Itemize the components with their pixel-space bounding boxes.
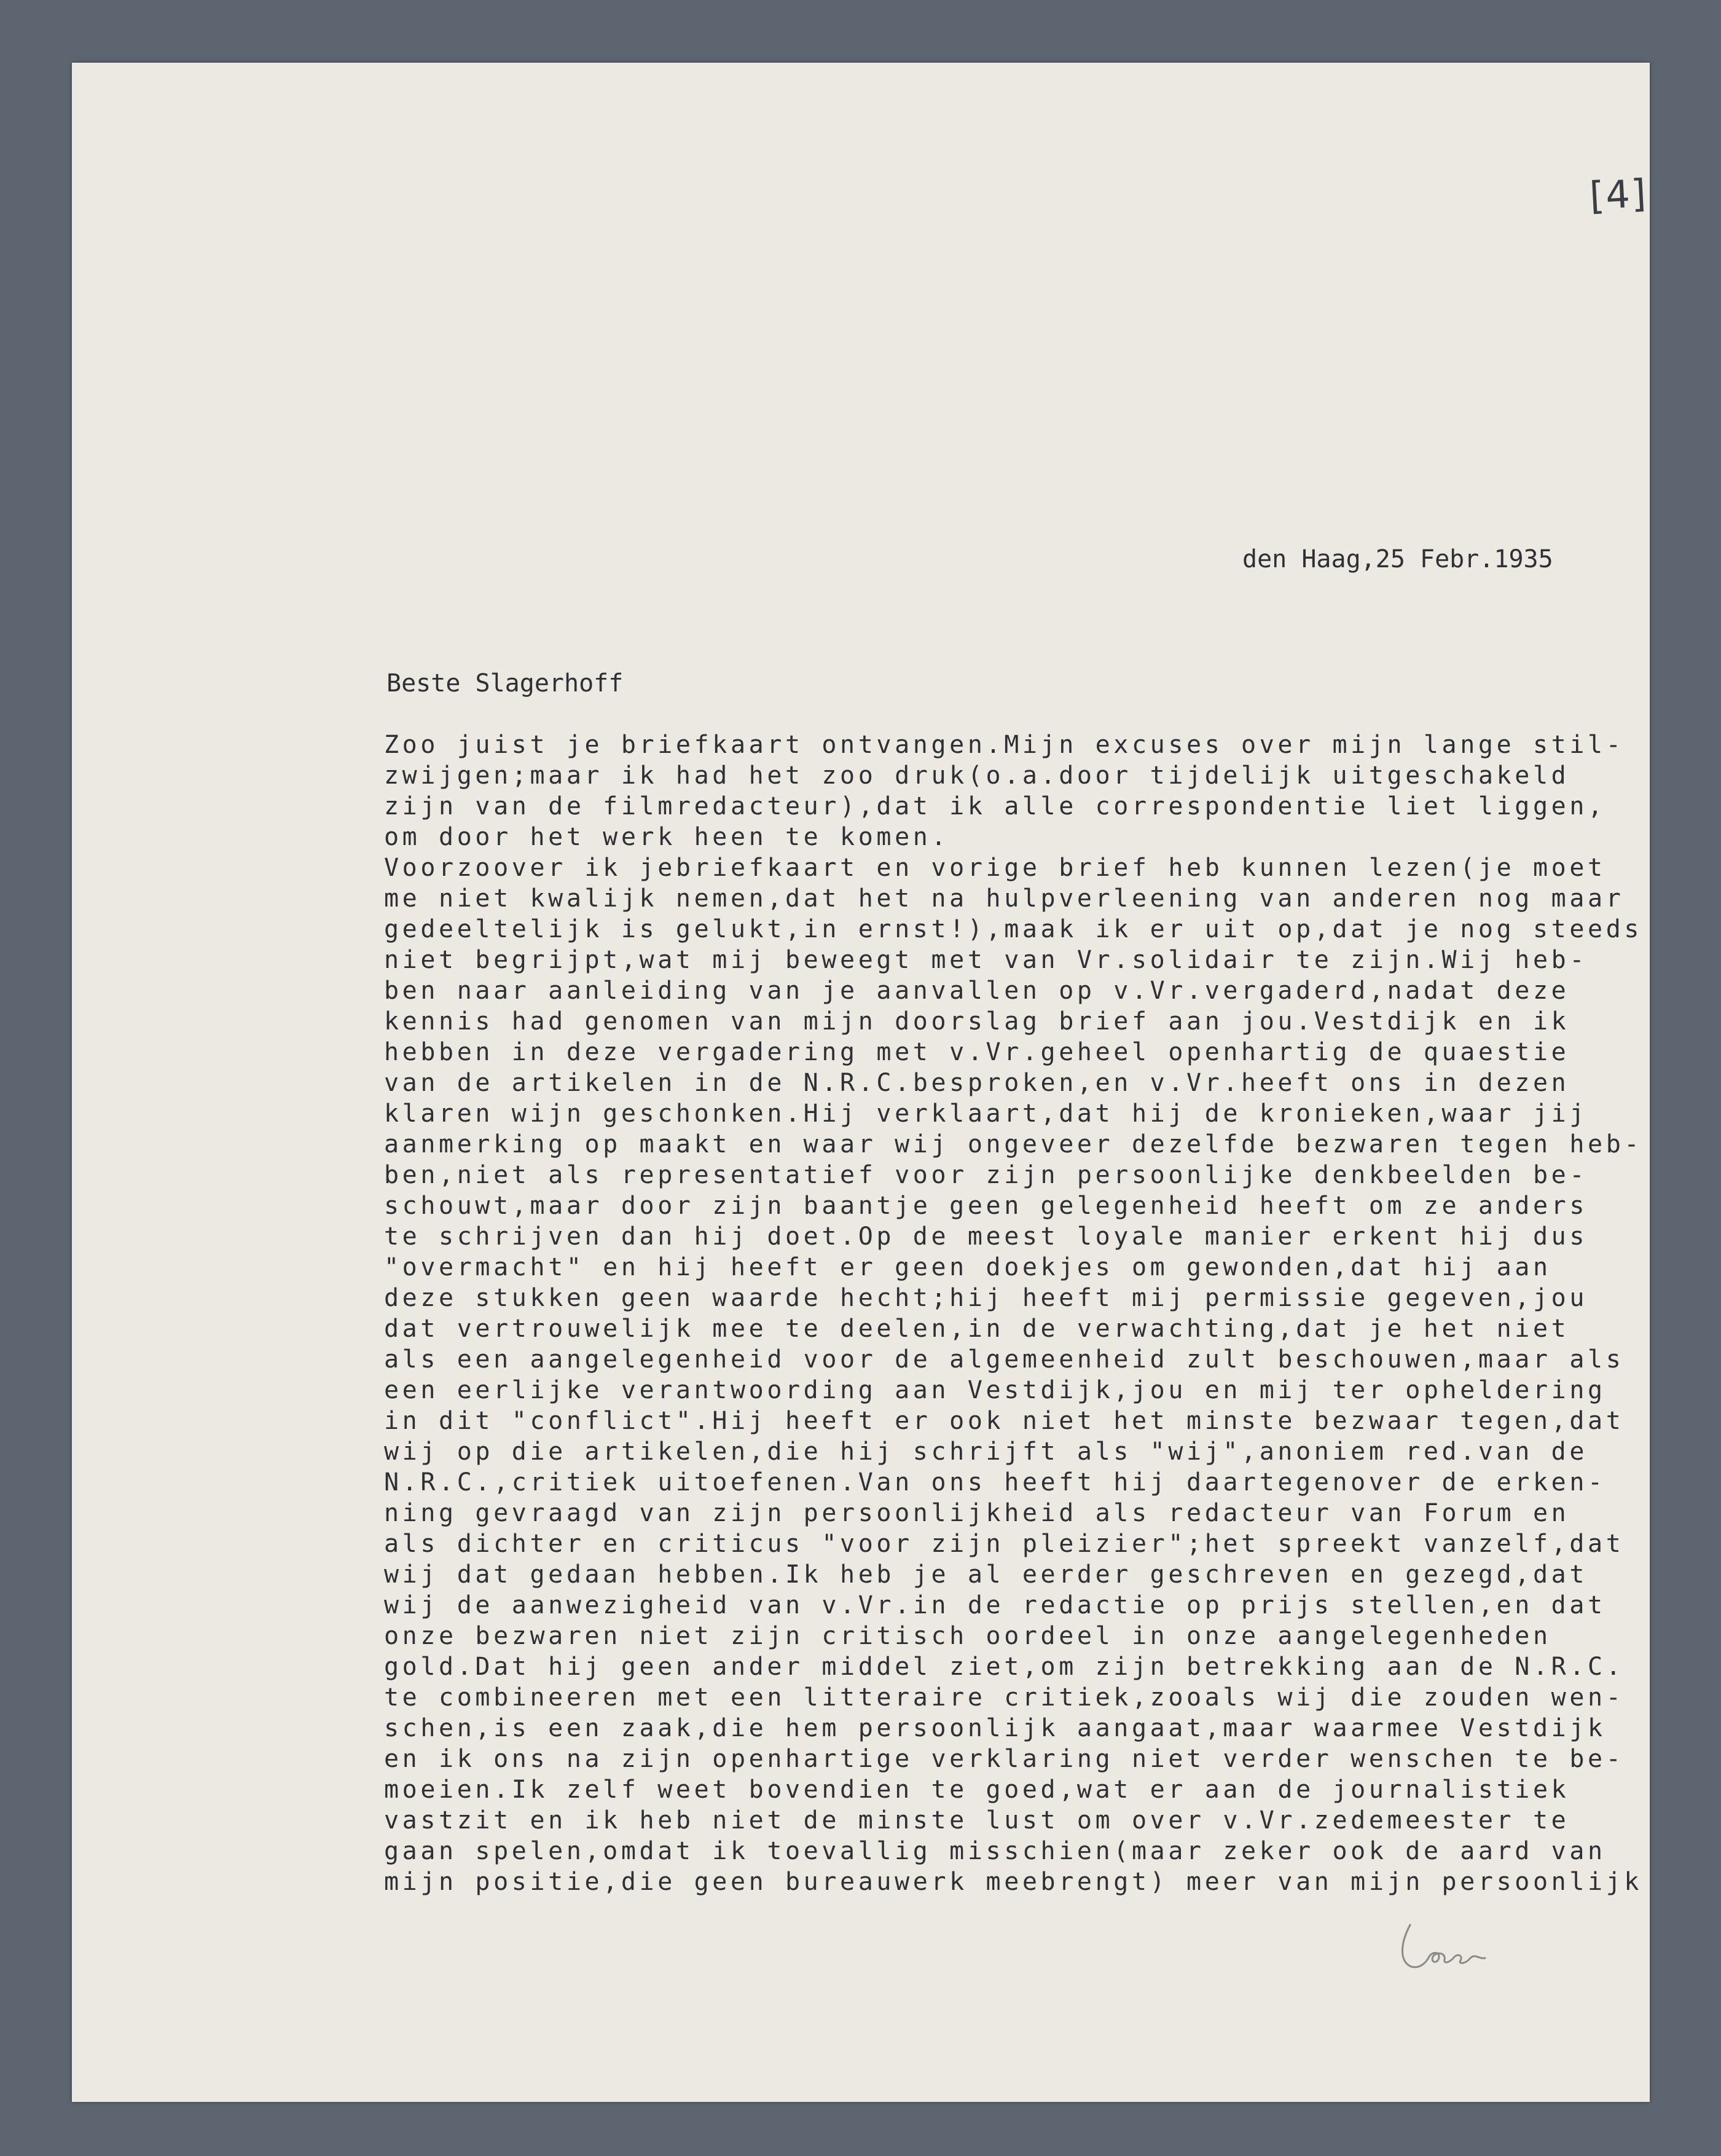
letter-line: deze stukken geen waarde hecht;hij heeft mij permissie gegeven,jou (384, 1284, 1588, 1312)
letter-line: gold.Dat hij geen ander middel ziet,om zijn betrekking aan de N.R.C. (384, 1653, 1625, 1681)
letter-line: ben naar aanleiding van je aanvallen op v.Vr.vergaderd,nadat deze (384, 977, 1570, 1005)
letter-date: den Haag,25 Febr.1935 (1242, 545, 1553, 573)
letter-line: om door het werk heen te komen. (384, 823, 950, 851)
letter-line: van de artikelen in de N.R.C.besproken,en v.Vr.heeft ons in dezen (384, 1069, 1570, 1097)
letter-line: ben,niet als representatief voor zijn persoonlijke denkbeelden be- (384, 1161, 1588, 1189)
letter-line: kennis had genomen van mijn doorslag brief aan jou.Vestdijk en ik (384, 1007, 1570, 1036)
letter-line: als een aangelegenheid voor de algemeenheid zult beschouwen,maar als (384, 1345, 1625, 1374)
letter-line: in dit "conflict".Hij heeft er ook niet het minste bezwaar tegen,dat (384, 1407, 1625, 1435)
letter-line: zijn van de filmredacteur),dat ik alle correspondentie liet liggen, (384, 792, 1606, 820)
pencil-scribble-mark (1393, 1919, 1516, 1974)
letter-line: hebben in deze vergadering met v.Vr.geheel openhartig de quaestie (384, 1038, 1570, 1066)
letter-line: vastzit en ik heb niet de minste lust om over v.Vr.zedemeester te (384, 1806, 1570, 1835)
letter-line: "overmacht" en hij heeft er geen doekjes om gewonden,dat hij aan (384, 1253, 1551, 1281)
letter-line: gaan spelen,omdat ik toevallig misschien(maar zeker ook de aard van (384, 1837, 1606, 1865)
letter-line: niet begrijpt,wat mij beweegt met van Vr.solidair te zijn.Wij heb- (384, 946, 1588, 974)
letter-line: N.R.C.,critiek uitoefenen.Van ons heeft hij daartegenover de erken- (384, 1468, 1606, 1497)
letter-line: dat vertrouwelijk mee te deelen,in de verwachting,dat je het niet (384, 1315, 1570, 1343)
letter-line: te schrijven dan hij doet.Op de meest loyale manier erkent hij dus (384, 1222, 1588, 1251)
letter-line: zwijgen;maar ik had het zoo druk(o.a.door tijdelijk uitgeschakeld (384, 761, 1570, 790)
letter-line: klaren wijn geschonken.Hij verklaart,dat hij de kronieken,waar jij (384, 1100, 1588, 1128)
letter-line: een eerlijke verantwoording aan Vestdijk,jou en mij ter opheldering (384, 1376, 1606, 1404)
letter-line: gedeeltelijk is gelukt,in ernst!),maak ik er uit op,dat je nog steeds (384, 915, 1643, 943)
letter-line: schen,is een zaak,die hem persoonlijk aangaat,maar waarmee Vestdijk (384, 1714, 1606, 1742)
letter-line: als dichter en criticus "voor zijn pleizier";het spreekt vanzelf,dat (384, 1530, 1625, 1558)
archive-number: [4] (1588, 170, 1648, 219)
letter-line: en ik ons na zijn openhartige verklaring niet verder wenschen te be- (384, 1745, 1625, 1773)
letter-line: schouwt,maar door zijn baantje geen gelegenheid heeft om ze anders (384, 1192, 1588, 1220)
letter-line: wij de aanwezigheid van v.Vr.in de redactie op prijs stellen,en dat (384, 1591, 1606, 1619)
letter-line: wij dat gedaan hebben.Ik heb je al eerder geschreven en gezegd,dat (384, 1560, 1588, 1589)
letter-line: mijn positie,die geen bureauwerk meebrengt) meer van mijn persoonlijk (384, 1868, 1643, 1896)
letter-line: aanmerking op maakt en waar wij ongeveer dezelfde bezwaren tegen heb- (384, 1130, 1643, 1159)
letter-line: te combineeren met een litteraire critiek,zooals wij die zouden wen- (384, 1683, 1625, 1712)
letter-salutation: Beste Slagerhoff (386, 669, 624, 698)
letter-line: onze bezwaren niet zijn critisch oordeel in onze aangelegenheden (384, 1622, 1551, 1650)
letter-line: Zoo juist je briefkaart ontvangen.Mijn excuses over mijn lange stil- (384, 731, 1625, 759)
letter-line: wij op die artikelen,die hij schrijft als "wij",anoniem red.van de (384, 1438, 1588, 1466)
letter-line: ning gevraagd van zijn persoonlijkheid als redacteur van Forum en (384, 1499, 1570, 1527)
letter-line: Voorzoover ik jebriefkaart en vorige brief heb kunnen lezen(je moet (384, 854, 1606, 882)
letter-line: me niet kwalijk nemen,dat het na hulpverleening van anderen nog maar (384, 884, 1625, 913)
letter-sheet (72, 63, 1650, 2102)
letter-line: moeien.Ik zelf weet bovendien te goed,wat er aan de journalistiek (384, 1776, 1570, 1804)
letter-body (384, 730, 1674, 1897)
